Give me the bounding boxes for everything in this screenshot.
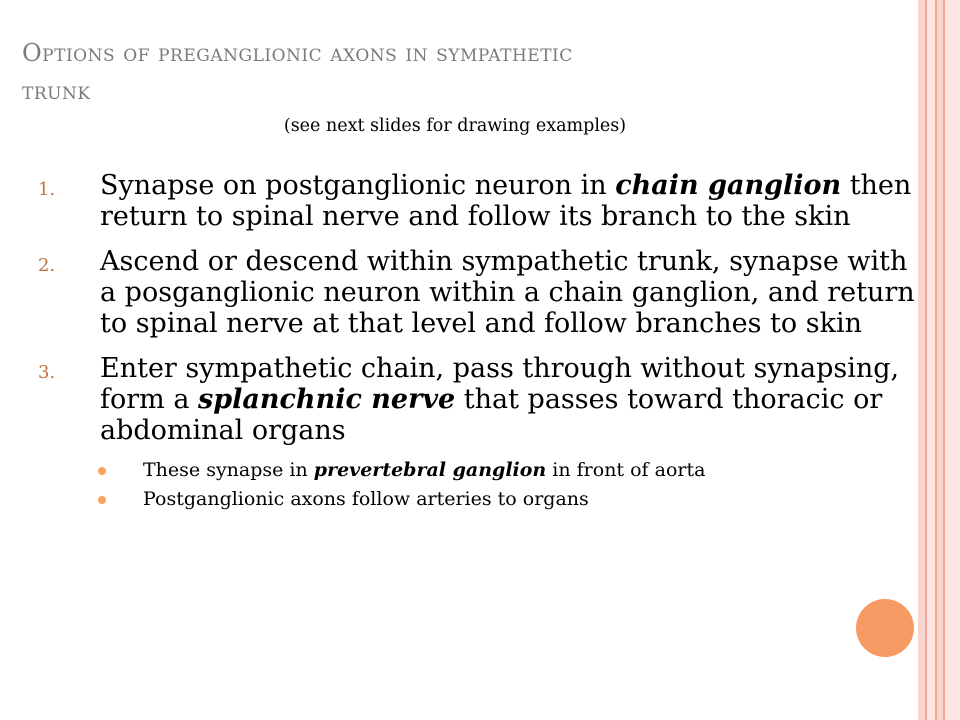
item-text: Ascend or descend within sympathetic trunk, synapse with a posganglionic neuron within a chain ganglion, and return to spinal nerve at that level and follow branches to skin <box>100 246 915 339</box>
bullet-icon <box>98 467 106 475</box>
right-border-stripe <box>927 0 935 720</box>
sub-item-text: These synapse in <box>143 459 314 481</box>
sub-item-text: in front of aorta <box>546 459 706 481</box>
sub-item-text: Postganglionic axons follow arteries to organs <box>143 488 589 510</box>
sub-list <box>38 456 918 514</box>
list-item <box>38 246 918 339</box>
emphasis-term: chain ganglion <box>615 170 842 201</box>
sub-list-item <box>98 485 918 514</box>
right-border-stripe <box>918 0 925 720</box>
options-list <box>38 170 918 514</box>
title-line-2: trunk <box>22 77 91 105</box>
slide-title <box>22 34 902 110</box>
list-number: 1. <box>38 179 56 200</box>
slide-subtitle: (see next slides for drawing examples) <box>283 116 627 136</box>
decorative-circle <box>856 599 914 657</box>
list-item <box>38 353 918 446</box>
item-text: that passes toward thoracic or abdominal organs <box>100 384 883 446</box>
emphasis-term: splanchnic nerve <box>198 384 456 415</box>
right-border-stripe <box>945 0 960 720</box>
list-item <box>38 170 918 232</box>
item-text: Synapse on postganglionic neuron in <box>100 170 616 201</box>
item-text: then return to spinal nerve and follow its branch to the skin <box>100 170 912 232</box>
sub-list-item <box>98 456 918 485</box>
bullet-icon <box>98 496 106 504</box>
list-number: 3. <box>38 362 56 383</box>
list-number: 2. <box>38 255 56 276</box>
title-line-1: Options of preganglionic axons in sympathetic <box>22 39 573 67</box>
emphasis-term: prevertebral ganglion <box>313 459 547 481</box>
item-text: Enter sympathetic chain, pass through without synapsing, form a <box>100 353 900 415</box>
